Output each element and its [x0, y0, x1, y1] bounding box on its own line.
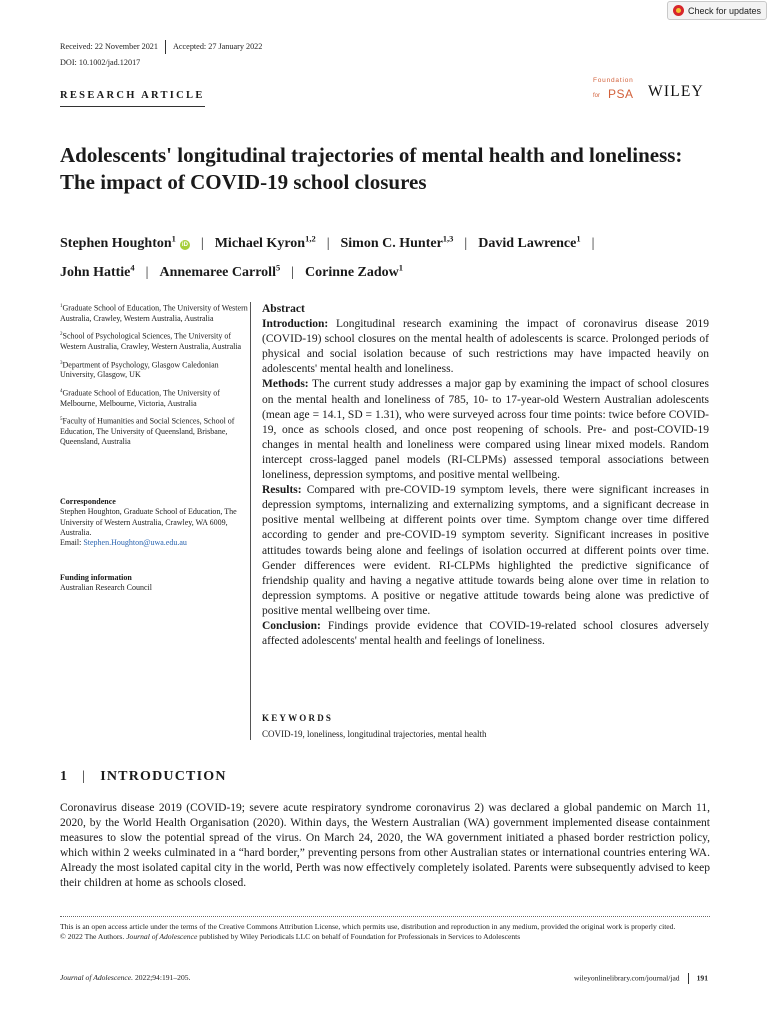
section-title: INTRODUCTION	[100, 769, 227, 784]
orcid-icon[interactable]: iD	[181, 241, 188, 248]
license-text: This is an open access article under the terms of the Creative Commons Attribution License, which permits use, distribution and reproduction in any medium, provided the original work is properly cited.	[60, 922, 676, 931]
affiliation-item: $^3$Department of Psychology, Glasgow Caledonian University, Glasgow, UK	[60, 360, 219, 380]
abstract-introduction: Introduction: Longitudinal research examining the impact of coronavirus disease 2019 (COVID-19) school closures on the mental health of adolescents is scarce. Prolonged periods of physical and social isolation because of such restrictions may have impacted heavily on adolescents' mental health and loneliness.	[262, 318, 709, 376]
divider: |	[591, 235, 595, 251]
journal-url[interactable]: wileyonlinelibrary.com/journal/jad	[574, 973, 680, 983]
divider	[250, 302, 251, 740]
divider: |	[464, 235, 468, 251]
correspondence-block	[60, 497, 248, 548]
author-name: Simon C. Hunter$^{1,3}$	[340, 233, 454, 251]
abstract-conclusion: Conclusion: Findings provide evidence that COVID-19-related school closures adversely affected adolescents' mental health and feelings of loneliness.	[262, 619, 710, 648]
author-name: Michael Kyron$^{1,2}$	[214, 233, 316, 251]
divider: |	[145, 265, 149, 281]
divider: |	[326, 235, 330, 251]
section-number: 1	[60, 769, 69, 784]
introduction-paragraph: Coronavirus disease 2019 (COVID-19; severe acute respiratory syndrome coronavirus 2) was declared a global pandemic on March 11, 2020, by the World Health Organisation (2020). Within days, the Western Australian (WA) government implemented disease containment measures to slow the potential spread of the virus. On March 24, 2020, the WA government initiated a phased border restriction policy, which within 2 weeks culminated in a “hard border,” preventing persons from other Australian states or international countries entering WA. Already the most isolated capital city in the world, Perth was now effectively completely isolated. Parents were subsequently advised to keep their children at home as schools closed.	[60, 802, 710, 890]
author-name: Annemaree Carroll$^5$	[159, 262, 281, 281]
keywords-list: COVID-19, loneliness, longitudinal trajectories, mental health	[262, 729, 487, 739]
author-name: David Lawrence$^1$	[478, 233, 581, 251]
doi[interactable]: DOI: 10.1002/jad.12017	[60, 58, 141, 67]
abstract-results: Results: Compared with pre-COVID-19 symptom levels, there were significant increases in depression symptoms, internalizing and externalizing symptoms, and a significant decrease in positive mental wellbeing at different points over time. Symptom change over time differed according to gender and pre-COVID-19 symptom severity. Significant increases in positive attitudes towards being alone and feelings of isolation occurred at different points over time. Gender differences were evident. RI-CLPMs highlighted the predictive significance of friendship quality and having a negative attitude towards being alone over time in relation to depression symptoms. A positive or negative attitude towards being alone was predictive of positive mental wellbeing over time.	[262, 484, 710, 617]
article-type: RESEARCH ARTICLE	[60, 90, 205, 101]
footer-right	[574, 973, 708, 984]
email-link[interactable]: Stephen.Houghton@uwa.edu.au	[83, 538, 187, 548]
page-number: 191	[696, 973, 708, 983]
article-title: Adolescents' longitudinal trajectories of mental health and loneliness: The impact of COVID-19 school closures	[60, 143, 683, 194]
logo-foundation-text: Foundation	[593, 77, 634, 84]
abstract-heading: Abstract	[262, 303, 305, 315]
divider: |	[82, 769, 87, 784]
correspondence-heading: Correspondence	[60, 497, 116, 506]
accepted-date: Accepted: 27 January 2022	[173, 41, 263, 51]
section-heading	[60, 769, 227, 785]
journal-citation: Journal of Adolescence. 2022;94:191–205.	[60, 973, 191, 982]
logo-psa-text: PSA	[608, 87, 634, 101]
abstract	[262, 302, 709, 649]
received-date: Received: 22 November 2021	[60, 41, 158, 51]
funding-heading: Funding information	[60, 573, 132, 582]
author-name: Stephen Houghton$^1$iD	[60, 233, 188, 251]
copyright-text: © 2022 The Authors. Journal of Adolescence published by Wiley Periodicals LLC on behalf of Foundation for Professionals in Services to Adolescents	[60, 932, 521, 942]
divider	[60, 916, 710, 917]
correspondence-email-line: Email: Stephen.Houghton@uwa.edu.au	[60, 538, 187, 548]
affiliation-item: $^4$Graduate School of Education, The University of Melbourne, Melbourne, Victoria, Australia	[60, 388, 220, 408]
funding-block	[60, 573, 248, 594]
license-notice	[60, 922, 710, 943]
crossmark-icon	[673, 5, 684, 16]
affiliations	[60, 302, 248, 454]
keywords-heading: KEYWORDS	[262, 713, 334, 723]
author-name: John Hattie$^4$	[60, 262, 135, 281]
divider	[165, 40, 166, 54]
check-for-updates-label: Check for updates	[688, 5, 762, 16]
check-for-updates-button[interactable]	[667, 1, 767, 20]
funding-text: Australian Research Council	[60, 583, 152, 593]
divider	[60, 106, 205, 107]
divider	[688, 973, 689, 984]
affiliation-item: $^1$Graduate School of Education, The University of Western Australia, Crawley, Western Australia, Australia	[60, 303, 248, 323]
divider: |	[200, 235, 204, 251]
publisher-logo	[590, 77, 712, 107]
author-name: Corinne Zadow$^1$	[305, 262, 404, 281]
affiliation-item: $^5$Faculty of Humanities and Social Sciences, School of Education, The University of Queensland, Brisbane, Queensland, Australia	[60, 416, 235, 447]
divider: |	[291, 265, 295, 281]
author-list	[60, 226, 720, 285]
abstract-methods: Methods: The current study addresses a major gap by examining the impact of school closures on the mental health and loneliness of 785, 10- to 17-year-old Western Australian adolescents (mean age = 14.1, SD = 1.31), who were surveyed across four time points: twice before COVID-19, once as schools closed, and once post reopening of schools. Pre- and post-COVID-19 changes in mental health and loneliness were compared using linear mixed models. Random intercept cross-lagged panel models (RI-CLPMs) assessed temporal associations between loneliness, depression symptoms, and positive mental wellbeing.	[262, 378, 709, 482]
logo-wiley-text: WILEY	[648, 83, 704, 100]
correspondence-address: Stephen Houghton, Graduate School of Education, The University of Western Australia, Crawley, WA 6009, Australia.	[60, 507, 237, 537]
affiliation-item: $^2$School of Psychological Sciences, The University of Western Australia, Crawley, Western Australia, Australia	[60, 331, 242, 352]
submission-dates	[60, 40, 262, 54]
logo-for-text: for	[593, 93, 601, 99]
